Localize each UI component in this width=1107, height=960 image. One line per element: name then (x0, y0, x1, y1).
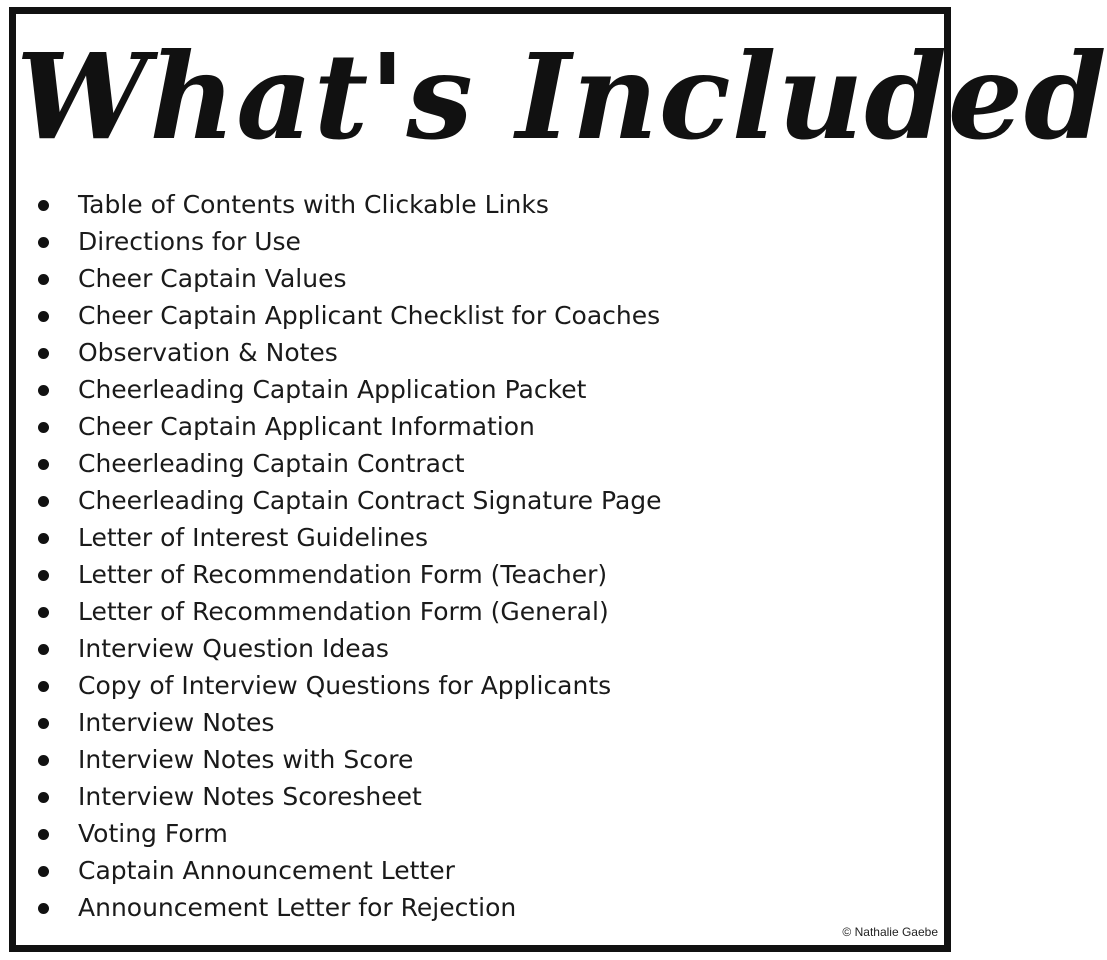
list-item-label: Announcement Letter for Rejection (78, 893, 517, 922)
bullet-icon (38, 681, 49, 692)
list-item (38, 852, 662, 889)
list-item (38, 260, 662, 297)
list-item (38, 556, 662, 593)
bullet-icon (38, 607, 49, 618)
list-item (38, 630, 662, 667)
bullet-icon (38, 348, 49, 359)
bullet-icon (38, 200, 49, 211)
list-item-label: Letter of Recommendation Form (General) (78, 597, 609, 626)
title-text: What's Included (16, 27, 1107, 166)
list-item-label: Letter of Interest Guidelines (78, 523, 428, 552)
list-item-label: Interview Notes with Score (78, 745, 414, 774)
list-item-label: Cheerleading Captain Application Packet (78, 375, 587, 404)
list-item (38, 334, 662, 371)
bullet-icon (38, 385, 49, 396)
list-item (38, 297, 662, 334)
list-item (38, 519, 662, 556)
bullet-icon (38, 792, 49, 803)
list-item (38, 889, 662, 926)
list-item-label: Interview Question Ideas (78, 634, 389, 663)
list-item (38, 223, 662, 260)
bullet-icon (38, 274, 49, 285)
list-item (38, 704, 662, 741)
bullet-icon (38, 570, 49, 581)
list-item (38, 815, 662, 852)
list-item (38, 408, 662, 445)
copyright-notice: © Nathalie Gaebe (842, 925, 938, 939)
list-item (38, 593, 662, 630)
list-item (38, 778, 662, 815)
list-item-label: Voting Form (78, 819, 228, 848)
bullet-icon (38, 237, 49, 248)
list-item-label: Observation & Notes (78, 338, 338, 367)
bullet-icon (38, 459, 49, 470)
bullet-icon (38, 533, 49, 544)
list-item-label: Letter of Recommendation Form (Teacher) (78, 560, 608, 589)
list-item-label: Cheer Captain Values (78, 264, 347, 293)
list-item-label: Table of Contents with Clickable Links (78, 190, 549, 219)
list-item-label: Copy of Interview Questions for Applicants (78, 671, 612, 700)
bullet-icon (38, 422, 49, 433)
bullet-icon (38, 829, 49, 840)
page-frame (9, 7, 1107, 952)
bullet-icon (38, 718, 49, 729)
bullet-icon (38, 644, 49, 655)
list-item (38, 482, 662, 519)
page-title (16, 22, 1107, 182)
list-item-label: Cheerleading Captain Contract Signature Page (78, 486, 662, 515)
bullet-icon (38, 311, 49, 322)
list-item-label: Cheerleading Captain Contract (78, 449, 465, 478)
list-item-label: Interview Notes Scoresheet (78, 782, 422, 811)
bullet-icon (38, 866, 49, 877)
list-item-label: Interview Notes (78, 708, 275, 737)
list-item-label: Cheer Captain Applicant Information (78, 412, 535, 441)
bullet-icon (38, 496, 49, 507)
list-item-label: Cheer Captain Applicant Checklist for Coaches (78, 301, 661, 330)
list-item (38, 371, 662, 408)
list-item (38, 445, 662, 482)
included-items-list (38, 186, 662, 926)
list-item (38, 741, 662, 778)
list-item-label: Directions for Use (78, 227, 301, 256)
list-item (38, 186, 662, 223)
bullet-icon (38, 755, 49, 766)
list-item (38, 667, 662, 704)
list-item-label: Captain Announcement Letter (78, 856, 455, 885)
bullet-icon (38, 903, 49, 914)
